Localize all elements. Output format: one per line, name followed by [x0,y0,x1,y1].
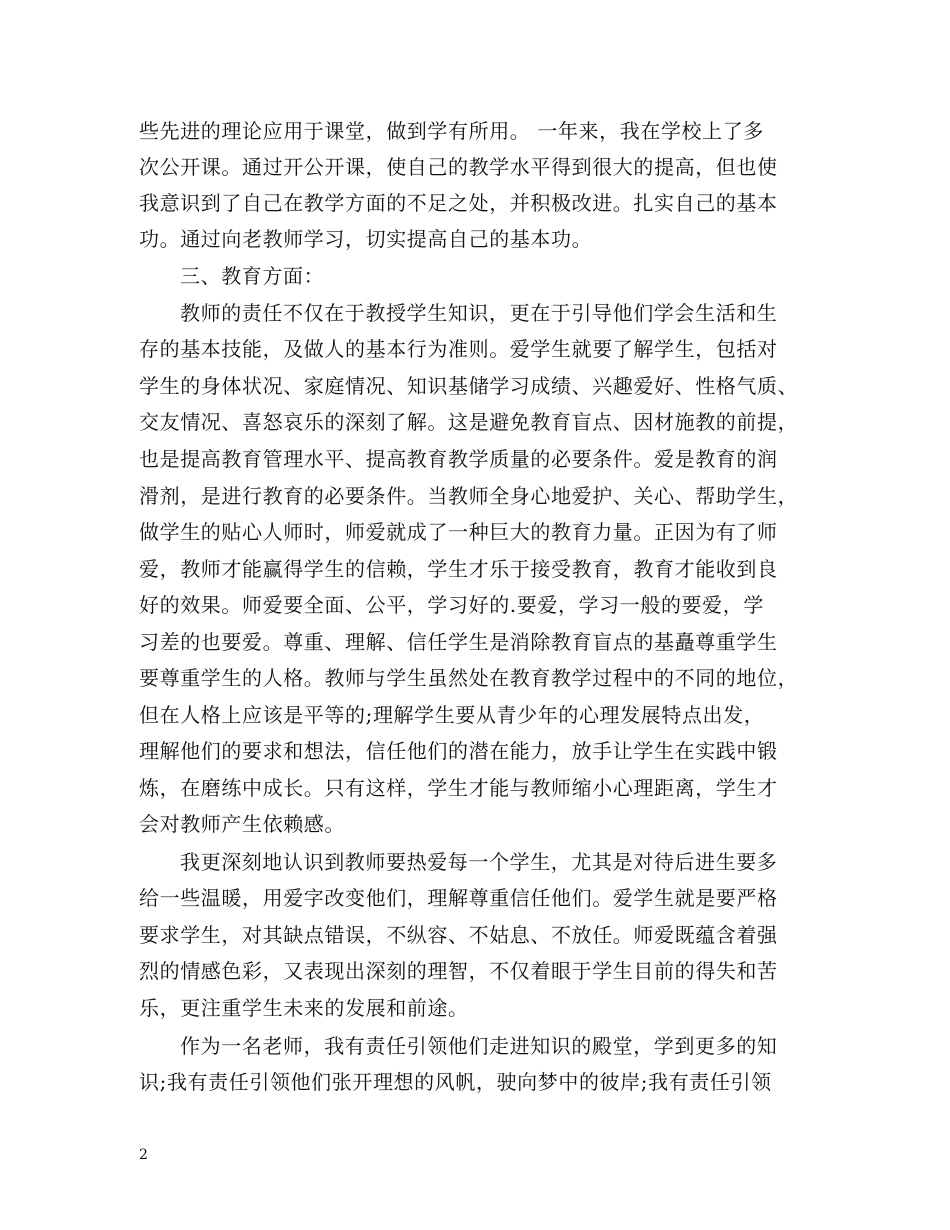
text-line: 爱，教师才能赢得学生的信赖，学生才乐于接受教育，教育才能收到良 [139,557,778,581]
section-heading: 三、教育方面： [180,264,325,288]
text-line: 次公开课。通过开公开课，使自己的教学水平得到很大的提高，但也使 [139,155,778,179]
text-line: 会对教师产生依赖感。 [139,812,345,836]
text-line: 教师的责任不仅在于教授学生知识，更在于引导他们学会生活和生 [180,301,778,325]
text-line: 些先进的理论应用于课堂，做到学有所用。 一年来，我在学校上了多 [139,119,764,143]
text-line: 习差的也要爱。尊重、理解、信任学生是消除教育盲点的基矗尊重学生 [139,630,778,654]
text-line: 学生的身体状况、家庭情况、知识基储学习成绩、兴趣爱好、性格气质、 [139,374,799,398]
text-line: 我意识到了自己在教学方面的不足之处，并积极改进。扎实自己的基本 [139,191,778,215]
text-line: 给一些温暖，用爱字改变他们，理解尊重信任他们。爱学生就是要严格 [139,886,778,910]
text-line: 识;我有责任引领他们张开理想的风帆，驶向梦中的彼岸;我有责任引领 [139,1070,772,1094]
text-line: 但在人格上应该是平等的;理解学生要从青少年的心理发展特点出发， [139,703,765,727]
text-line: 也是提高教育管理水平、提高教育教学质量的必要条件。爱是教育的润 [139,447,778,471]
text-line: 交友情况、喜怒哀乐的深刻了解。这是避免教育盲点、因材施教的前提， [139,410,799,434]
text-line: 烈的情感色彩，又表现出深刻的理智，不仅着眼于学生目前的得失和苦 [139,959,778,983]
text-line: 存的基本技能，及做人的基本行为准则。爱学生就要了解学生，包括对 [139,337,778,361]
text-line: 炼，在磨练中成长。只有这样，学生才能与教师缩小心理距离，学生才 [139,776,778,800]
text-line: 滑剂，是进行教育的必要条件。当教师全身心地爱护、关心、帮助学生， [139,484,799,508]
text-line: 理解他们的要求和想法，信任他们的潜在能力，放手让学生在实践中锻 [139,739,778,763]
text-line: 乐，更注重学生未来的发展和前途。 [139,996,469,1020]
text-line: 要尊重学生的人格。教师与学生虽然处在教育教学过程中的不同的地位， [139,666,799,690]
text-line: 我更深刻地认识到教师要热爱每一个学生，尤其是对待后进生要多 [180,850,778,874]
text-line: 功。通过向老教师学习，切实提高自己的基本功。 [139,227,593,251]
page-number: 2 [139,1147,148,1163]
text-line: 好的效果。师爱要全面、公平，学习好的.要爱，学习一般的要爱，学 [139,593,764,617]
text-line: 做学生的贴心人师时，师爱就成了一种巨大的教育力量。正因为有了师 [139,520,778,544]
text-line: 作为一名老师，我有责任引领他们走进知识的殿堂，学到更多的知 [180,1034,778,1058]
text-line: 要求学生，对其缺点错误，不纵容、不姑息、不放任。师爱既蕴含着强 [139,923,778,947]
